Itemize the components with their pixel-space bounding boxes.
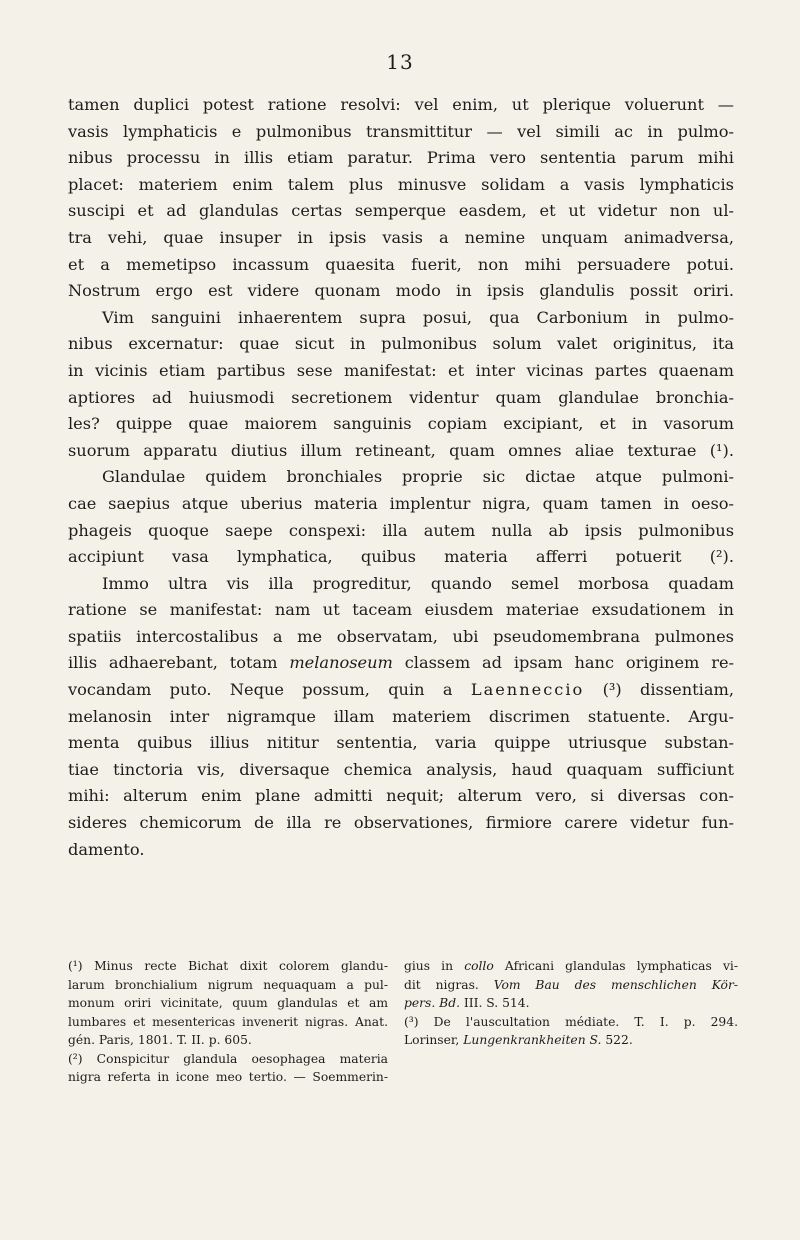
text-line: Nostrum ergo est videre quonam modo in ipsis glandulis possit oriri. xyxy=(68,281,734,301)
footnote-line: gius in collo Africani glandulas lymphaticas vi- xyxy=(404,959,738,973)
text-line: aptiores ad huiusmodi secretionem videntur quam glandulae bronchia- xyxy=(68,387,734,407)
footnote-line: Lorinser, Lungenkrankheiten S. 522. xyxy=(404,1033,633,1047)
text-line: cae saepius atque uberius materia implentur nigra, quam tamen in oeso- xyxy=(68,493,734,513)
footnote-line: nigra referta in icone meo tertio. — Soemmerin- xyxy=(68,1070,388,1084)
main-text xyxy=(68,92,734,863)
spaced-name: Laenneccio xyxy=(470,680,585,700)
text-line: placet: materiem enim talem plus minusve solidam a vasis lymphaticis xyxy=(68,174,734,194)
text-line: illis adhaerebant, totam melanoseum classem ad ipsam hanc originem re- xyxy=(68,653,735,673)
footnotes xyxy=(68,957,738,1087)
footnote-line: lumbares et mesentericas invenerit nigras. Anat. xyxy=(68,1014,388,1029)
text-line: suscipi et ad glandulas certas semperque easdem, et ut videtur non ul- xyxy=(68,201,734,221)
italic-term: melanoseum xyxy=(289,653,393,673)
text-line: les? quippe quae maiorem sanguinis copiam excipiant, et in vasorum xyxy=(68,414,734,434)
text-line: melanosin inter nigramque illam materiem discrimen statuente. Argu- xyxy=(68,706,734,726)
footnotes-right-column xyxy=(404,957,738,1087)
footnote-line: pers. Bd. III. S. 514. xyxy=(404,996,530,1010)
footnote-line: (²) Conspicitur glandula oesophagea materia xyxy=(68,1051,388,1066)
text-line: accipiunt vasa lymphatica, quibus materia afferri potuerit (²). xyxy=(68,547,734,567)
text-line: spatiis intercostalibus a me observatam, ubi pseudomembrana pulmones xyxy=(68,626,734,646)
footnote-line: (¹) Minus recte Bichat dixit colorem glandu- xyxy=(68,959,388,973)
text-line: Glandulae quidem bronchiales proprie sic dictae atque pulmoni- xyxy=(102,467,734,487)
text-line: phageis quoque saepe conspexi: illa autem nulla ab ipsis pulmonibus xyxy=(68,520,734,540)
text-line: in vicinis etiam partibus sese manifestat: et inter vicinas partes quaenam xyxy=(68,360,734,380)
text-line: Vim sanguini inhaerentem supra posui, qua Carbonium in pulmo- xyxy=(102,307,734,327)
text-line: menta quibus illius nititur sententia, varia quippe utriusque substan- xyxy=(68,733,734,753)
footnotes-left-column xyxy=(68,957,388,1087)
text-line: tamen duplici potest ratione resolvi: vel enim, ut plerique voluerunt — xyxy=(68,95,734,114)
text-line: tra vehi, quae insuper in ipsis vasis a nemine unquam animadversa, xyxy=(68,227,734,247)
text-line: nibus excernatur: quae sicut in pulmonibus solum valet originitus, ita xyxy=(68,334,734,354)
text-line: nibus processu in illis etiam paratur. Prima vero sententia parum mihi xyxy=(68,148,734,168)
footnote-line: (³) De l'auscultation médiate. T. I. p. 294. xyxy=(404,1014,738,1029)
footnote-line: dit nigras. Vom Bau des menschlichen Kör- xyxy=(404,977,738,992)
text-line: et a memetipso incassum quaesita fuerit, non mihi persuadere potui. xyxy=(68,254,734,274)
text-line: vocandam puto. Neque possum, quin a Laenneccio (³) dissentiam, xyxy=(68,680,734,700)
footnote-line: monum oriri vicinitate, quum glandulas et am xyxy=(68,996,388,1010)
text-line: mihi: alterum enim plane admitti nequit; alterum vero, si diversas con- xyxy=(68,786,734,806)
text-line: suorum apparatu diutius illum retineant, quam omnes aliae texturae (¹). xyxy=(68,440,734,460)
page-number: 13 xyxy=(386,50,414,74)
text-line: Immo ultra vis illa progreditur, quando semel morbosa quadam xyxy=(102,573,734,593)
text-line: damento. xyxy=(68,839,145,859)
text-line: tiae tinctoria vis, diversaque chemica analysis, haud quaquam sufficiunt xyxy=(68,759,734,779)
text-line: sideres chemicorum de illa re observationes, firmiore carere videtur fun- xyxy=(68,813,734,833)
footnote-line: gén. Paris, 1801. T. II. p. 605. xyxy=(68,1033,252,1047)
text-line: vasis lymphaticis e pulmonibus transmittitur — vel simili ac in pulmo- xyxy=(68,121,734,141)
text-line: ratione se manifestat: nam ut taceam eiusdem materiae exsudationem in xyxy=(68,600,734,620)
footnote-line: larum bronchialium nigrum nequaquam a pul- xyxy=(68,977,388,992)
